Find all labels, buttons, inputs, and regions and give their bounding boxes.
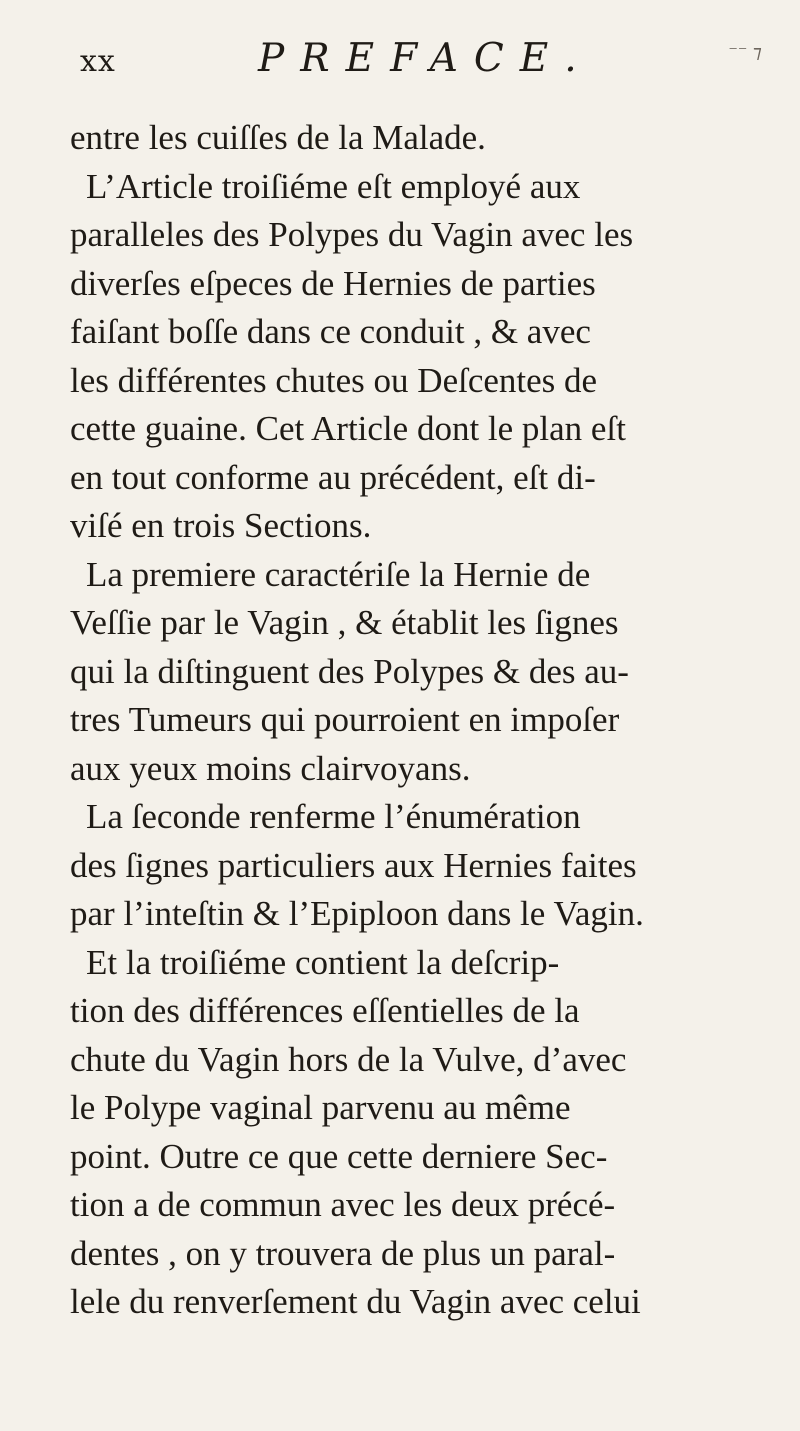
- text-line: point. Outre ce que cette derniere Sec-: [70, 1136, 608, 1176]
- text-line: tion a de commun avec les deux précé-: [70, 1185, 616, 1224]
- text-line: paralleles des Polypes du Vagin avec les: [70, 215, 634, 254]
- text-line: les différentes chutes ou Deſcentes de: [70, 360, 598, 400]
- text-line: Veſſie par le Vagin , & établit les ſignes: [70, 603, 619, 642]
- page-header: [70, 26, 770, 80]
- text-line: qui la diſtinguent des Polypes & des au-: [70, 651, 629, 691]
- text-line: faiſant boſſe dans ce conduit , & avec: [70, 312, 591, 351]
- text-line: entre les cuiſſes de la Malade.: [70, 118, 486, 157]
- running-title: PREFACE.: [258, 36, 593, 81]
- text-line: tion des différences eſſentielles de la: [70, 991, 580, 1030]
- text-line: diverſes eſpeces de Hernies de parties: [70, 263, 596, 303]
- text-line: cette guaine. Cet Article dont le plan eſt: [70, 409, 626, 448]
- text-line: par l’inteſtin & l’Epiploon dans le Vagin.: [70, 894, 644, 933]
- text-line: La premiere caractériſe la Hernie de: [86, 554, 591, 594]
- text-line: le Polype vaginal parvenu au même: [70, 1088, 571, 1127]
- text-line: des ſignes particuliers aux Hernies faites: [70, 845, 637, 885]
- text-line: Et la troiſiéme contient la deſcrip-: [86, 942, 560, 982]
- body-text: [70, 114, 770, 1327]
- text-line: dentes , on y trouvera de plus un paral-: [70, 1233, 616, 1273]
- text-line: en tout conforme au précédent, eſt di-: [70, 457, 596, 497]
- text-line: lele du renverſement du Vagin avec celui: [70, 1282, 641, 1321]
- text-line: aux yeux moins clairvoyans.: [70, 748, 471, 788]
- text-line: chute du Vagin hors de la Vulve, d’avec: [70, 1039, 627, 1079]
- text-line: L’Article troiſiéme eſt employé aux: [86, 166, 581, 206]
- page-number: xx: [80, 44, 116, 79]
- text-line: tres Tumeurs qui pourroient en impoſer: [70, 700, 620, 739]
- text-line: viſé en trois Sections.: [70, 506, 372, 545]
- text-line: La ſeconde renferme l’énumération: [86, 797, 581, 836]
- page-mark: ⁻⁻ ⁊: [728, 42, 762, 63]
